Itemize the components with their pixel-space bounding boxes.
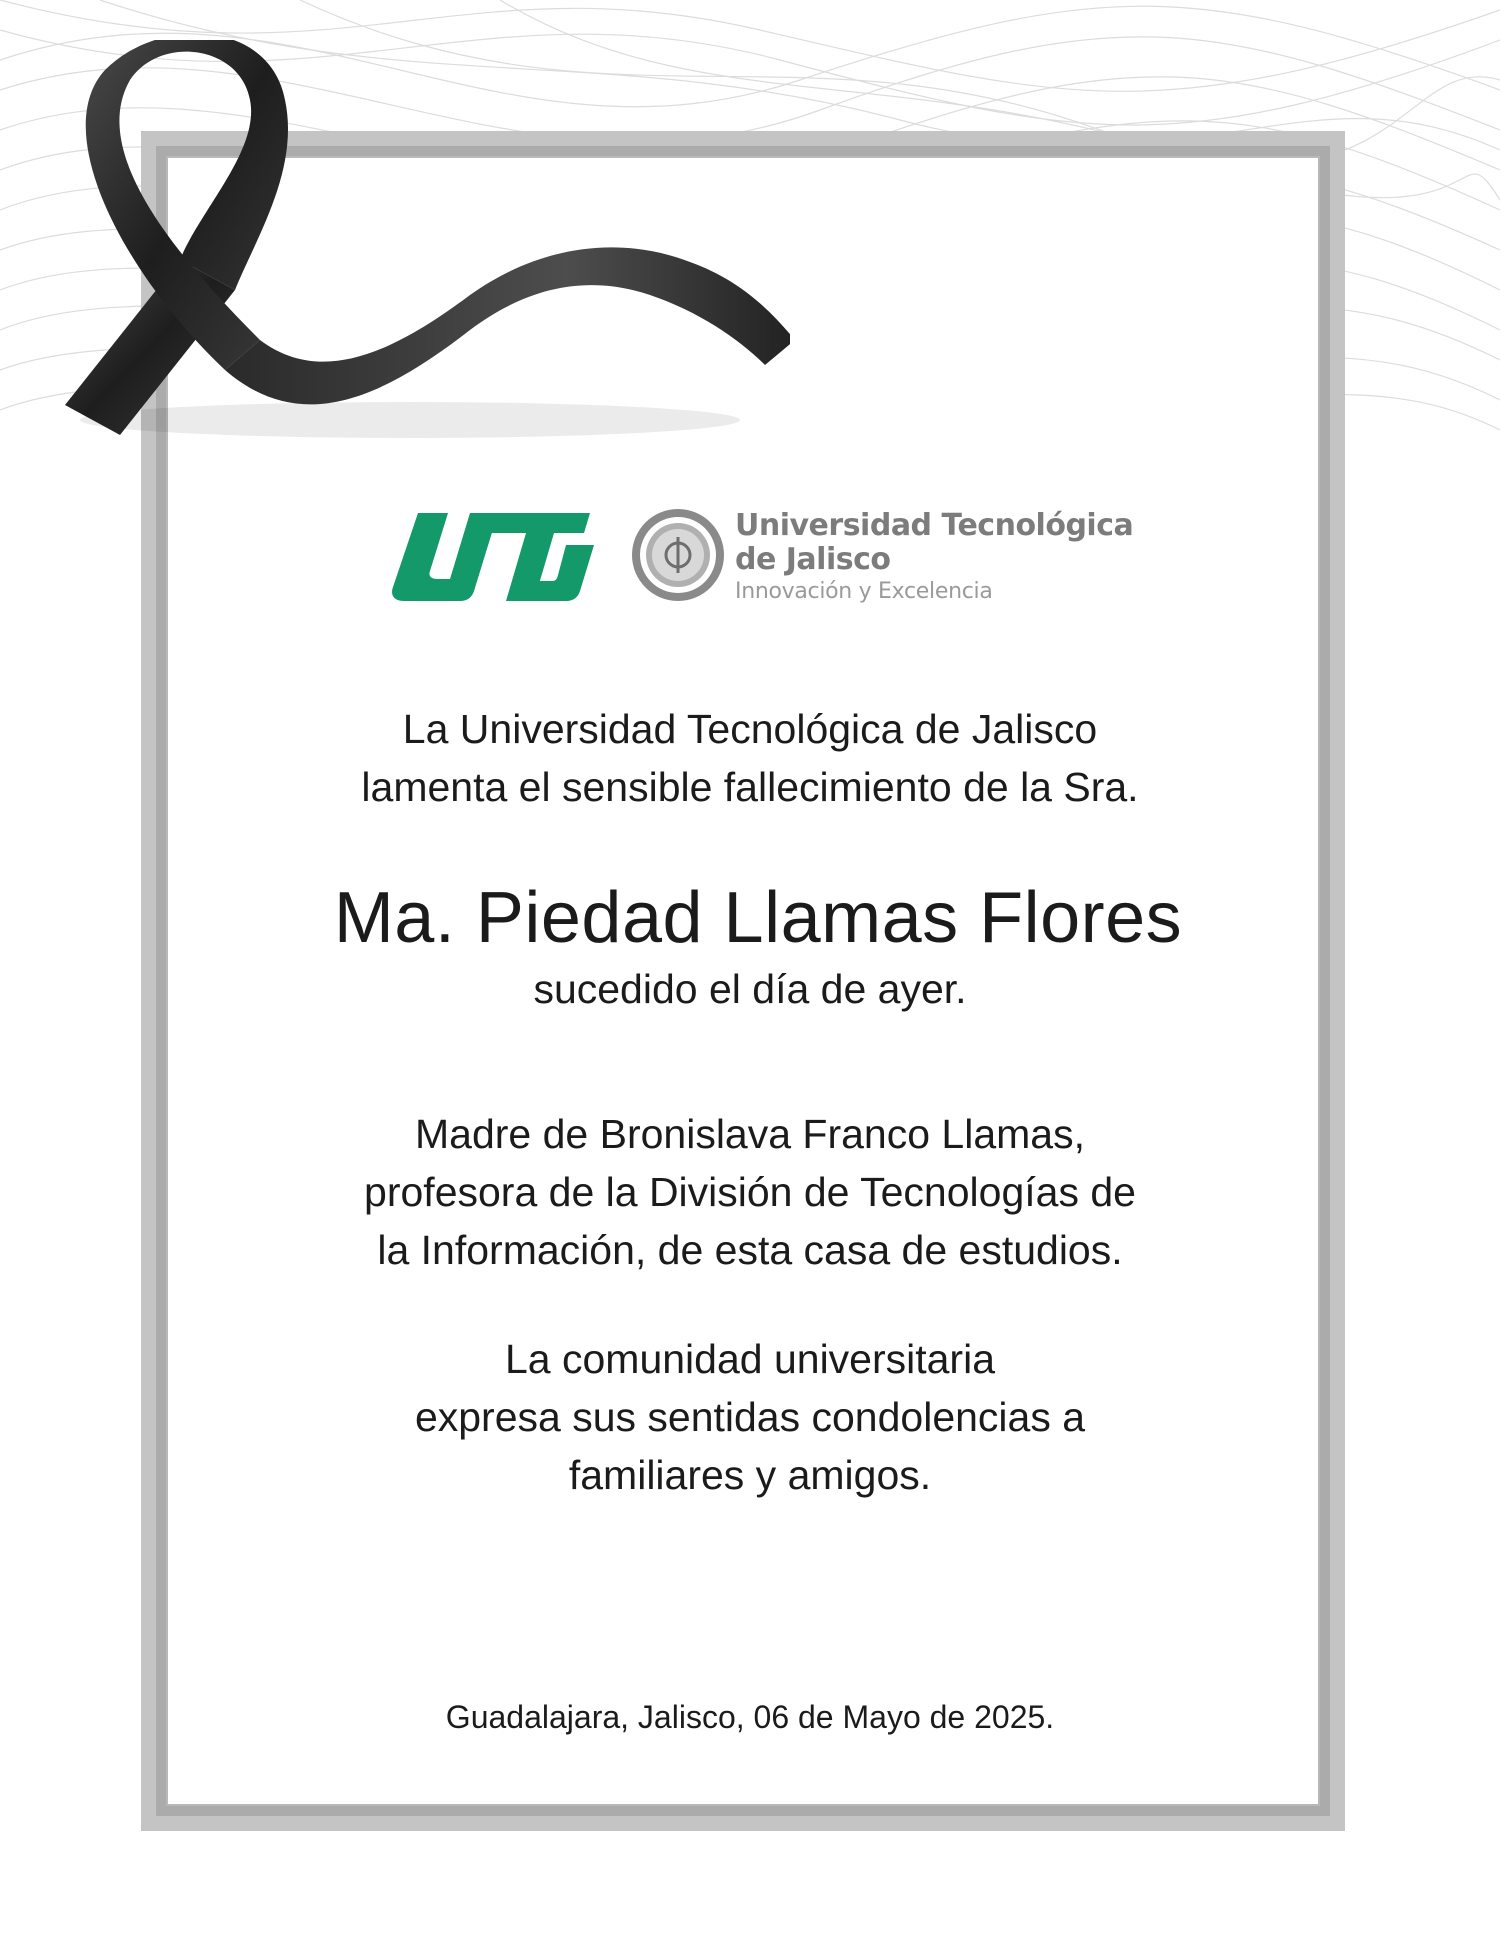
intro-line-1: La Universidad Tecnológica de Jalisco bbox=[402, 706, 1098, 752]
deceased-name: Ma. Piedad Llamas Flores bbox=[333, 878, 1183, 958]
utj-logo-text bbox=[735, 509, 1155, 607]
intro-paragraph bbox=[0, 700, 1500, 816]
utj-logo bbox=[390, 505, 1150, 615]
relation-line-2: profesora de la División de Tecnologías de bbox=[364, 1169, 1136, 1215]
relation-paragraph bbox=[0, 1105, 1500, 1279]
relation-line-1: Madre de Bronislava Franco Llamas, bbox=[415, 1111, 1085, 1157]
condolences-line-3: familiares y amigos. bbox=[568, 1452, 932, 1498]
utj-seal-icon bbox=[628, 505, 728, 605]
relation-line-3: la Información, de esta casa de estudios. bbox=[377, 1227, 1123, 1273]
utj-monogram-icon bbox=[390, 505, 628, 605]
intro-line-2: lamenta el sensible fallecimiento de la Sra. bbox=[361, 764, 1139, 810]
logo-tagline: Innovación y Excelencia bbox=[735, 579, 993, 604]
condolences-line-1: La comunidad universitaria bbox=[505, 1336, 995, 1382]
logo-name-line1: Universidad Tecnológica bbox=[735, 508, 1134, 543]
mourning-ribbon-icon bbox=[50, 40, 790, 460]
condolences-paragraph bbox=[0, 1330, 1500, 1504]
condolences-line-2: expresa sus sentidas condolencias a bbox=[414, 1394, 1086, 1440]
logo-name-line2: de Jalisco bbox=[735, 542, 891, 577]
place-date: Guadalajara, Jalisco, 06 de Mayo de 2025. bbox=[445, 1699, 1055, 1735]
occurred-line: sucedido el día de ayer. bbox=[533, 966, 967, 1012]
